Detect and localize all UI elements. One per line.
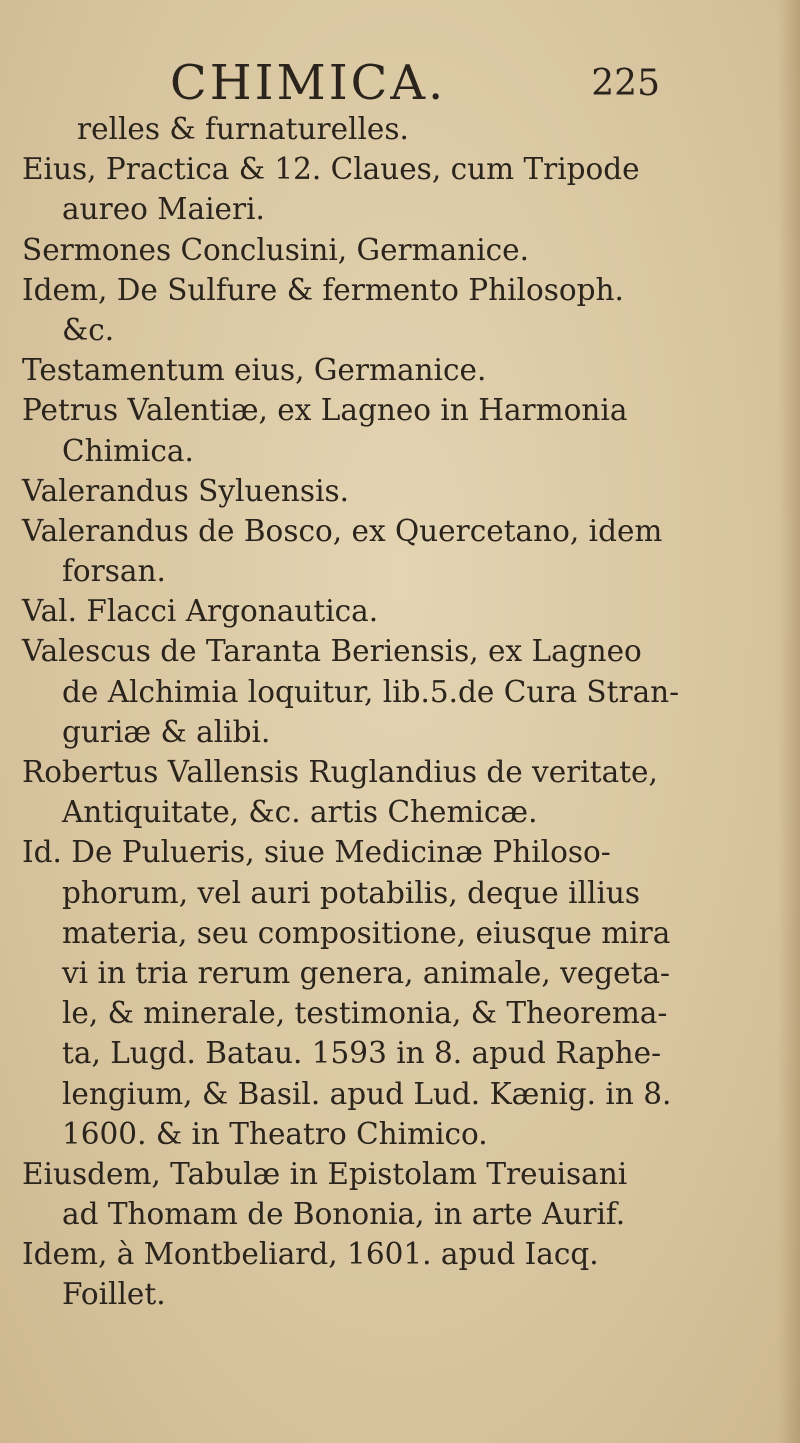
text-line: Eiusdem, Tabulæ in Epistolam Treuisani bbox=[22, 1156, 628, 1191]
text-line: Testamentum eius, Germanice. bbox=[22, 353, 487, 388]
text-line: Sermones Conclusini, Germanice. bbox=[22, 232, 530, 267]
page-number: 225 bbox=[591, 63, 660, 104]
text-line: Robertus Vallensis Ruglandius de veritate, bbox=[22, 755, 658, 789]
text-line: 1600. & in Theatro Chimico. bbox=[62, 1116, 488, 1151]
running-title: CHIMICA. bbox=[170, 55, 447, 111]
text-line: de Alchimia loquitur, lib.5.de Cura Stran- bbox=[62, 674, 680, 709]
text-line: guriæ & alibi. bbox=[62, 714, 271, 749]
text-line: ta, Lugd. Batau. 1593 in 8. apud Raphe- bbox=[62, 1036, 662, 1071]
text-line: materia, seu compositione, eiusque mira bbox=[62, 915, 671, 950]
text-line: &c. bbox=[62, 312, 115, 347]
text-line: vi in tria rerum genera, animale, vegeta- bbox=[62, 955, 671, 990]
text-line: forsan. bbox=[62, 554, 166, 589]
text-line: Antiquitate, &c. artis Chemicæ. bbox=[62, 795, 538, 830]
text-line: aureo Maieri. bbox=[62, 192, 265, 227]
text-line: Chimica. bbox=[62, 433, 194, 468]
text-line: phorum, vel auri potabilis, deque illius bbox=[62, 875, 641, 910]
text-line: Idem, De Sulfure & fermento Philosoph. bbox=[22, 272, 624, 307]
text-line: Id. De Pulueris, siue Medicinæ Philoso- bbox=[22, 835, 611, 870]
text-line: Valescus de Taranta Beriensis, ex Lagneo bbox=[22, 634, 642, 669]
text-line: Valerandus Syluensis. bbox=[22, 473, 350, 508]
page-header bbox=[170, 52, 660, 114]
text-block bbox=[22, 109, 680, 1315]
text-line: le, & minerale, testimonia, & Theorema- bbox=[62, 996, 668, 1031]
text-line: Petrus Valentiæ, ex Lagneo in Harmonia bbox=[22, 393, 628, 428]
text-line: ad Thomam de Bononia, in arte Aurif. bbox=[62, 1197, 626, 1232]
text-line: Foillet. bbox=[62, 1277, 166, 1312]
page-edge-shadow bbox=[778, 0, 800, 1443]
text-line: Eius, Practica & 12. Claues, cum Tripode bbox=[22, 152, 640, 187]
text-line: Idem, à Montbeliard, 1601. apud Iacq. bbox=[22, 1237, 599, 1272]
text-line: relles & furnaturelles. bbox=[77, 112, 409, 146]
text-line: Valerandus de Bosco, ex Quercetano, idem bbox=[22, 513, 663, 548]
text-line: Val. Flacci Argonautica. bbox=[22, 594, 379, 629]
text-line: lengium, & Basil. apud Lud. Kænig. in 8. bbox=[62, 1076, 672, 1111]
